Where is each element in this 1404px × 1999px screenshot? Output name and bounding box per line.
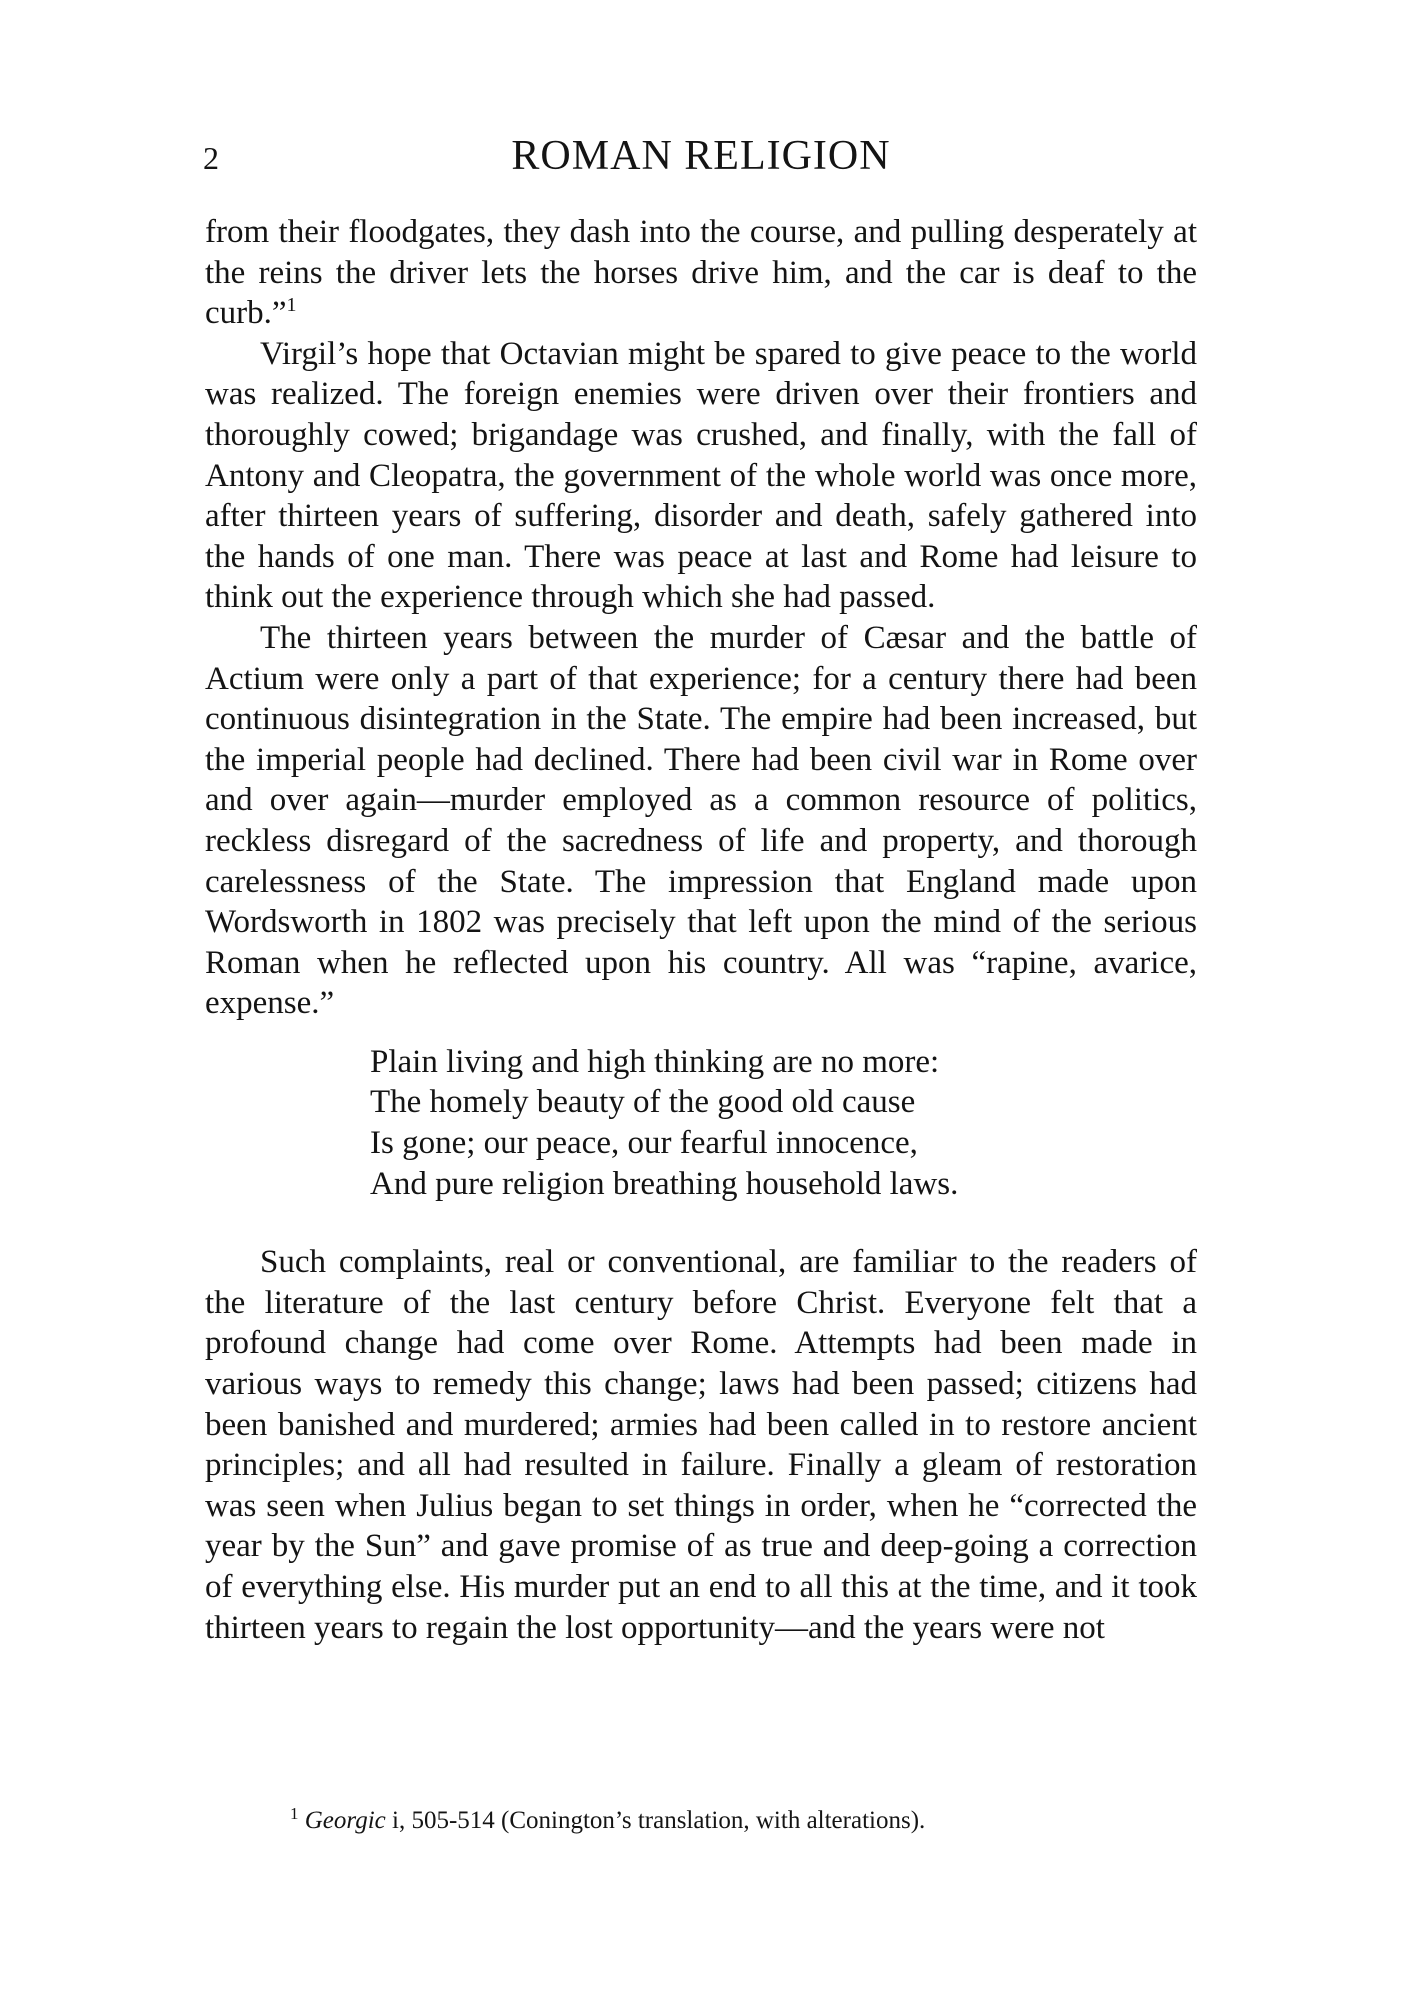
paragraph-text: from their floodgates, they dash into the course, and pulling desperately at the reins the driver lets the horses drive him, and the car is deaf to the curb.” xyxy=(205,214,1197,332)
paragraph: Virgil’s hope that Octavian might be spared to give peace to the world was realized. The foreign enemies were driven over their frontiers and thoroughly cowed; brigandage was crushed, and finally, with the fall of Antony and Cleopatra, the government of the whole world was once more, after thirteen years of suffering, disorder and death, safely gathered into the hands of one man. There was peace at last and Rome had leisure to think out the experience through which she had passed. xyxy=(205,335,1197,616)
verse-quotation xyxy=(205,1042,1197,1204)
verse-line: Plain living and high thinking are no more: xyxy=(370,1043,940,1080)
footnote-work-title: Georgic xyxy=(304,1807,386,1834)
footnote-reference: 1 xyxy=(286,294,297,317)
verse-line: Is gone; our peace, our fearful innocence, xyxy=(370,1125,918,1162)
paragraph: Such complaints, real or conventional, are familiar to the readers of the literature of the last century before Christ. Everyone felt that a profound change had come over Rome. Attempts had been made in various ways to remedy this change; laws had been passed; citizens had been banished and murdered; armies had been called in to restore ancient principles; and all had resulted in failure. Finally a gleam of restoration was seen when Julius began to set things in order, when he “corrected the year by the Sun” and gave promise of as true and deep-going a correction of everything else. His murder put an end to all this at the time, and it took thirteen years to regain the lost opportunity—and the years were not xyxy=(205,1244,1197,1646)
verse-line: And pure religion breathing household laws. xyxy=(370,1165,959,1202)
page-number: 2 xyxy=(203,140,219,176)
footnote-text: i, 505-514 (Conington’s translation, with alterations). xyxy=(385,1807,926,1834)
footnote xyxy=(290,1805,1110,1837)
footnote-marker: 1 xyxy=(290,1804,299,1823)
running-title: ROMAN RELIGION xyxy=(511,133,891,179)
page-header xyxy=(203,132,1199,192)
body-text xyxy=(205,212,1197,1648)
verse-line: The homely beauty of the good old cause xyxy=(370,1084,916,1121)
paragraph: The thirteen years between the murder of Cæsar and the battle of Actium were only a part of that experience; for a century there had been continuous disintegration in the State. The empire had been increased, but the imperial people had declined. There had been civil war in Rome over and over again—murder employed as a common resource of politics, reckless disregard of the sacredness of life and property, and thorough carelessness of the State. The impression that England made upon Wordsworth in 1802 was precisely that left upon the mind of the serious Roman when he reflected upon his country. All was “rapine, avarice, expense.” xyxy=(205,619,1197,1022)
paragraph-continued xyxy=(205,212,1197,334)
